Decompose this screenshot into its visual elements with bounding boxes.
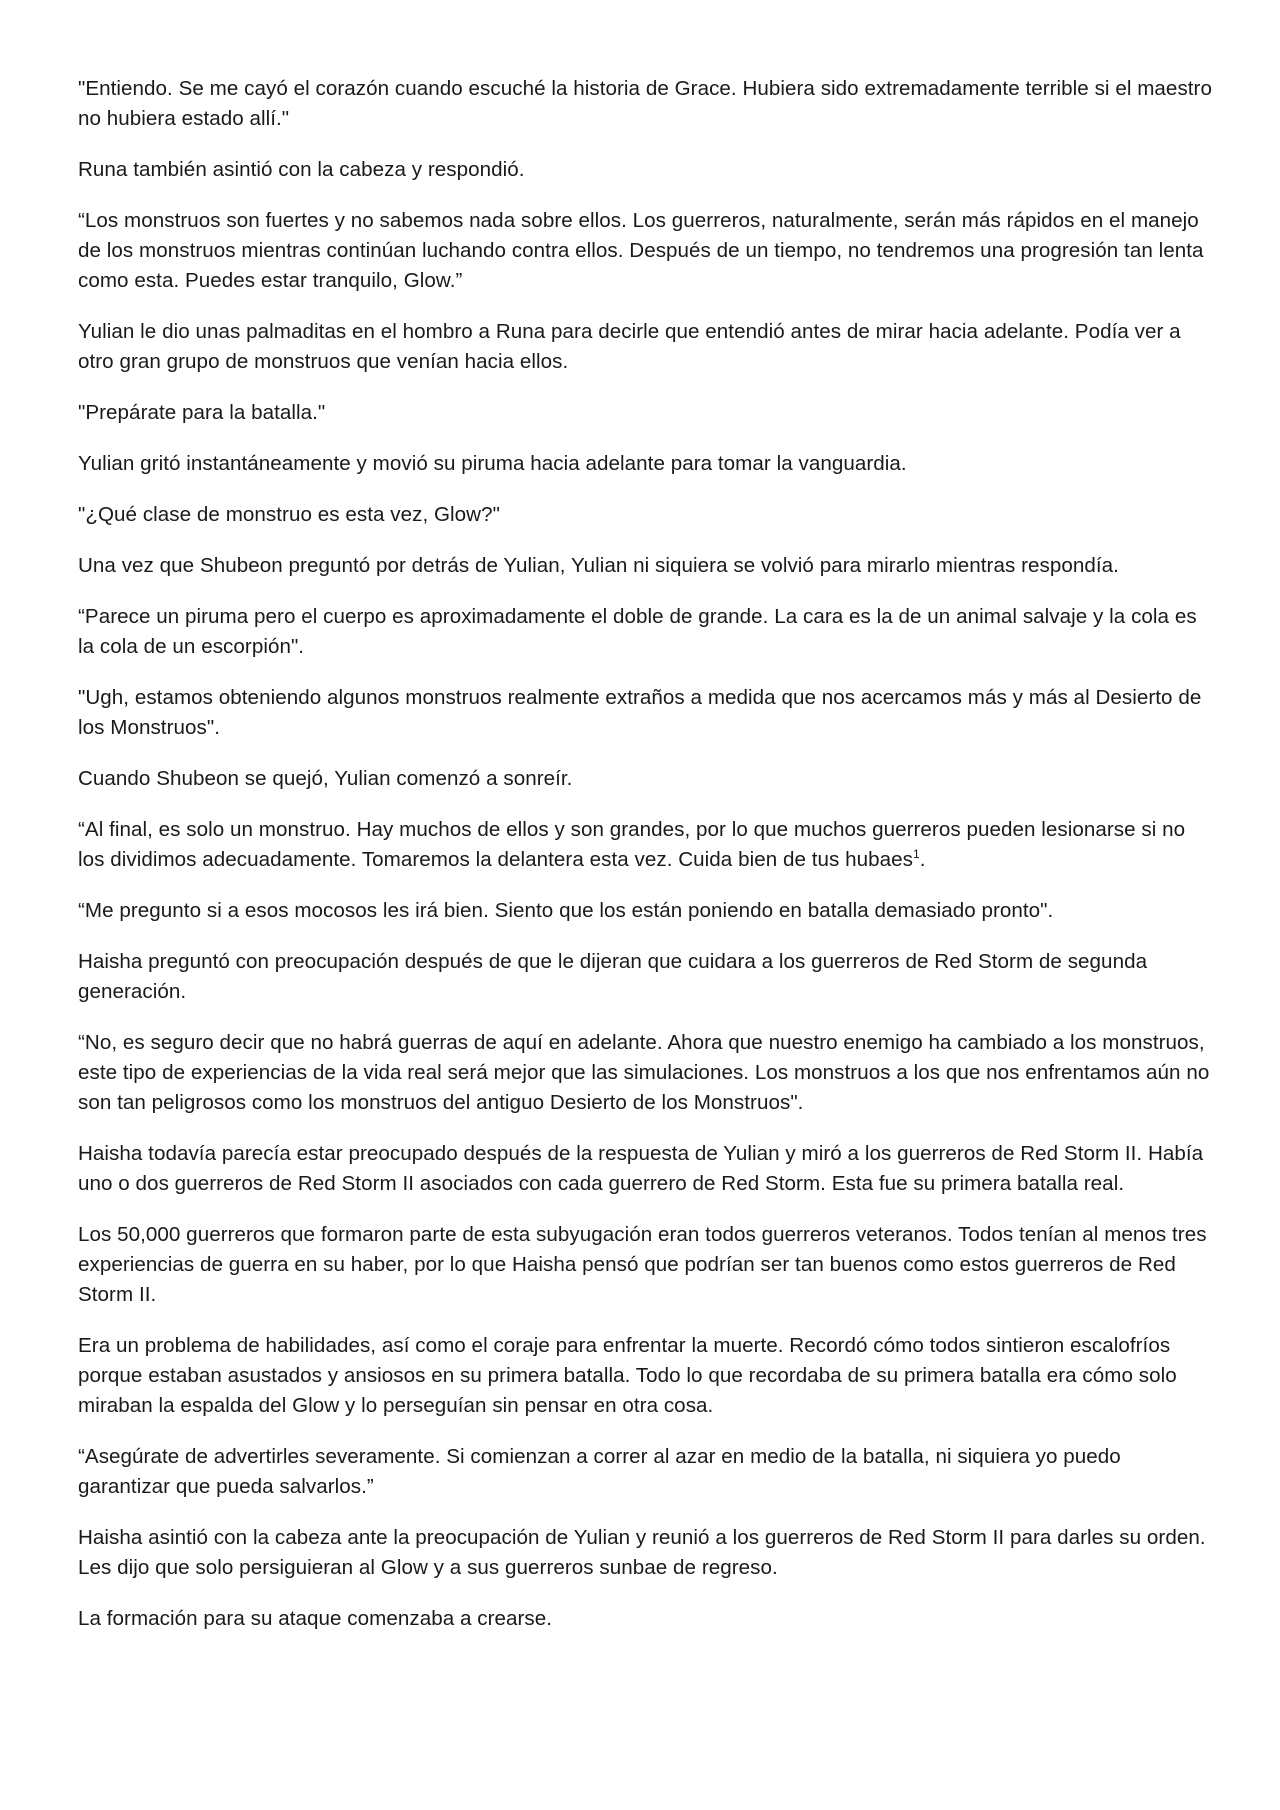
footnote-marker[interactable]: 1 [913, 847, 920, 862]
paragraph: “Me pregunto si a esos mocosos les irá bien. Siento que los están poniendo en batalla demasiado pronto". [78, 899, 1054, 922]
paragraph: Haisha preguntó con preocupación después de que le dijeran que cuidara a los guerreros de Red Storm de segunda generación. [78, 950, 1148, 1003]
paragraph: Era un problema de habilidades, así como el coraje para enfrentar la muerte. Recordó cómo todos sintieron escalofríos porque estaban asustados y ansiosos en su primera batalla. Todo lo que recordaba de su primera batalla era cómo solo miraban la espalda del Glow y lo perseguían sin pensar en otra cosa. [78, 1334, 1177, 1417]
paragraph: Yulian gritó instantáneamente y movió su piruma hacia adelante para tomar la vanguardia. [78, 452, 907, 475]
paragraph: “Asegúrate de advertirles severamente. Si comienzan a correr al azar en medio de la batalla, ni siquiera yo puedo garantizar que pueda salvarlos.” [78, 1445, 1121, 1498]
paragraph: "Prepárate para la batalla." [78, 401, 326, 424]
paragraph: Runa también asintió con la cabeza y respondió. [78, 158, 525, 181]
paragraph: Yulian le dio unas palmaditas en el hombro a Runa para decirle que entendió antes de mirar hacia adelante. Podía ver a otro gran grupo de monstruos que venían hacia ellos. [78, 320, 1181, 373]
paragraph: Haisha todavía parecía estar preocupado después de la respuesta de Yulian y miró a los guerreros de Red Storm II. Había uno o dos guerreros de Red Storm II asociados con cada guerrero de Red Storm. Esta fue su primera batalla real. [78, 1142, 1204, 1195]
paragraph: Una vez que Shubeon preguntó por detrás de Yulian, Yulian ni siquiera se volvió para mirarlo mientras respondía. [78, 554, 1119, 577]
paragraph: “Parece un piruma pero el cuerpo es aproximadamente el doble de grande. La cara es la de un animal salvaje y la cola es la cola de un escorpión". [78, 605, 1197, 658]
paragraph: “Los monstruos son fuertes y no sabemos nada sobre ellos. Los guerreros, naturalmente, serán más rápidos en el manejo de los monstruos mientras continúan luchando contra ellos. Después de un tiempo, no tendremos una progresión tan lenta como esta. Puedes estar tranquilo, Glow.” [78, 209, 1204, 292]
paragraph: Cuando Shubeon se quejó, Yulian comenzó a sonreír. [78, 767, 573, 790]
paragraph-trailing-punctuation: . [919, 848, 926, 871]
paragraph: "Entiendo. Se me cayó el corazón cuando escuché la historia de Grace. Hubiera sido extremadamente terrible si el maestro no hubiera estado allí." [78, 77, 1212, 130]
paragraph: "Ugh, estamos obteniendo algunos monstruos realmente extraños a medida que nos acercamos más y más al Desierto de los Monstruos". [78, 686, 1202, 739]
paragraph: Haisha asintió con la cabeza ante la preocupación de Yulian y reunió a los guerreros de Red Storm II para darles su orden. Les dijo que solo persiguieran al Glow y a sus guerreros sunbae de regreso. [78, 1526, 1206, 1579]
paragraph: Los 50,000 guerreros que formaron parte de esta subyugación eran todos guerreros veteranos. Todos tenían al menos tres experiencias de guerra en su haber, por lo que Haisha pensó que podrían ser tan buenos como estos guerreros de Red Storm II. [78, 1223, 1207, 1306]
paragraph: “No, es seguro decir que no habrá guerras de aquí en adelante. Ahora que nuestro enemigo ha cambiado a los monstruos, este tipo de experiencias de la vida real será mejor que las simulaciones. Los monstruos a los que nos enfrentamos aún no son tan peligrosos como los monstruos del antiguo Desierto de los Monstruos". [78, 1031, 1210, 1114]
paragraph: La formación para su ataque comenzaba a crearse. [78, 1607, 553, 1630]
document-page [78, 74, 1214, 1655]
paragraph: "¿Qué clase de monstruo es esta vez, Glow?" [78, 503, 500, 526]
paragraph-text: “Al final, es solo un monstruo. Hay muchos de ellos y son grandes, por lo que muchos guerreros pueden lesionarse si no los dividimos adecuadamente. Tomaremos la delantera esta vez. Cuida bien de tus hubaes [78, 818, 1186, 871]
paragraph-with-footnote [78, 815, 1214, 875]
